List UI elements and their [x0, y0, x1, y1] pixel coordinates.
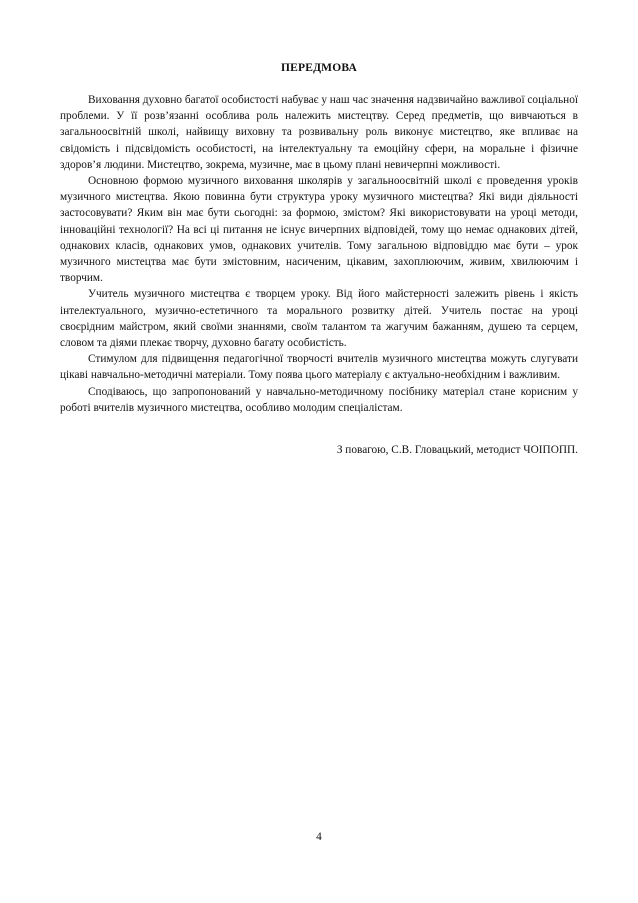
paragraph: Основною формою музичного виховання школярів у загальноосвітній школі є проведення уроків музичного мистецтва. Якою повинна бути структура уроку музичного мистецтва? Які види діяльності застосовувати? Яким він має бути сьогодні: за формою, змістом? Які використовувати на уроці методи, інноваційні технології? На всі ці питання не існує вичерпних відповідей, тому що немає однакових дітей, однакових класів, однакових умов, однакових учителів. Тому загальною відповіддю має бути – урок музичного мистецтва має бути змістовним, насиченим, цікавим, захоплюючим, живим, хвилюючим і творчим.	[60, 175, 578, 285]
paragraph: Стимулом для підвищення педагогічної творчості вчителів музичного мистецтва можуть слугувати цікаві навчально-методичні матеріали. Тому поява цього матеріалу є актуально-необхідним і важливим.	[60, 353, 578, 382]
paragraph: Виховання духовно багатої особистості набуває у наш час значення надзвичайно важливої соціальної проблеми. У її розв’язанні особлива роль належить мистецтву. Серед предметів, що вивчаються в загальноосвітній школі, найвищу виховну та розвивальну роль виконує мистецтво, яке впливає на свідомість і підсвідомість особистості, на інтелектуальну та емоційну сфери, на моральне і фізичне здоров’я людини. Мистецтво, зокрема, музичне, має в цьому плані невичерпні можливості.	[60, 94, 578, 171]
page-number: 4	[316, 831, 322, 843]
document-body	[60, 92, 578, 416]
page-title: ПЕРЕДМОВА	[280, 62, 358, 74]
document-page	[60, 62, 578, 458]
paragraph: Учитель музичного мистецтва є творцем уроку. Від його майстерності залежить рівень і якість інтелектуального, музично-естетичного та морального розвитку дітей. Учитель постає на уроці своєрідним майстром, який своїми знаннями, своїм талантом та жагучим бажанням, душею та серцем, словом та діями плекає творчу, духовно багату особистість.	[60, 288, 578, 350]
signature: З повагою, С.В. Гловацький, методист ЧОІПОПП.	[336, 444, 578, 457]
paragraph: Сподіваюсь, що запропонований у навчально-методичному посібнику матеріал стане корисним у роботі вчителів музичного мистецтва, особливо молодим спеціалістам.	[60, 385, 578, 414]
